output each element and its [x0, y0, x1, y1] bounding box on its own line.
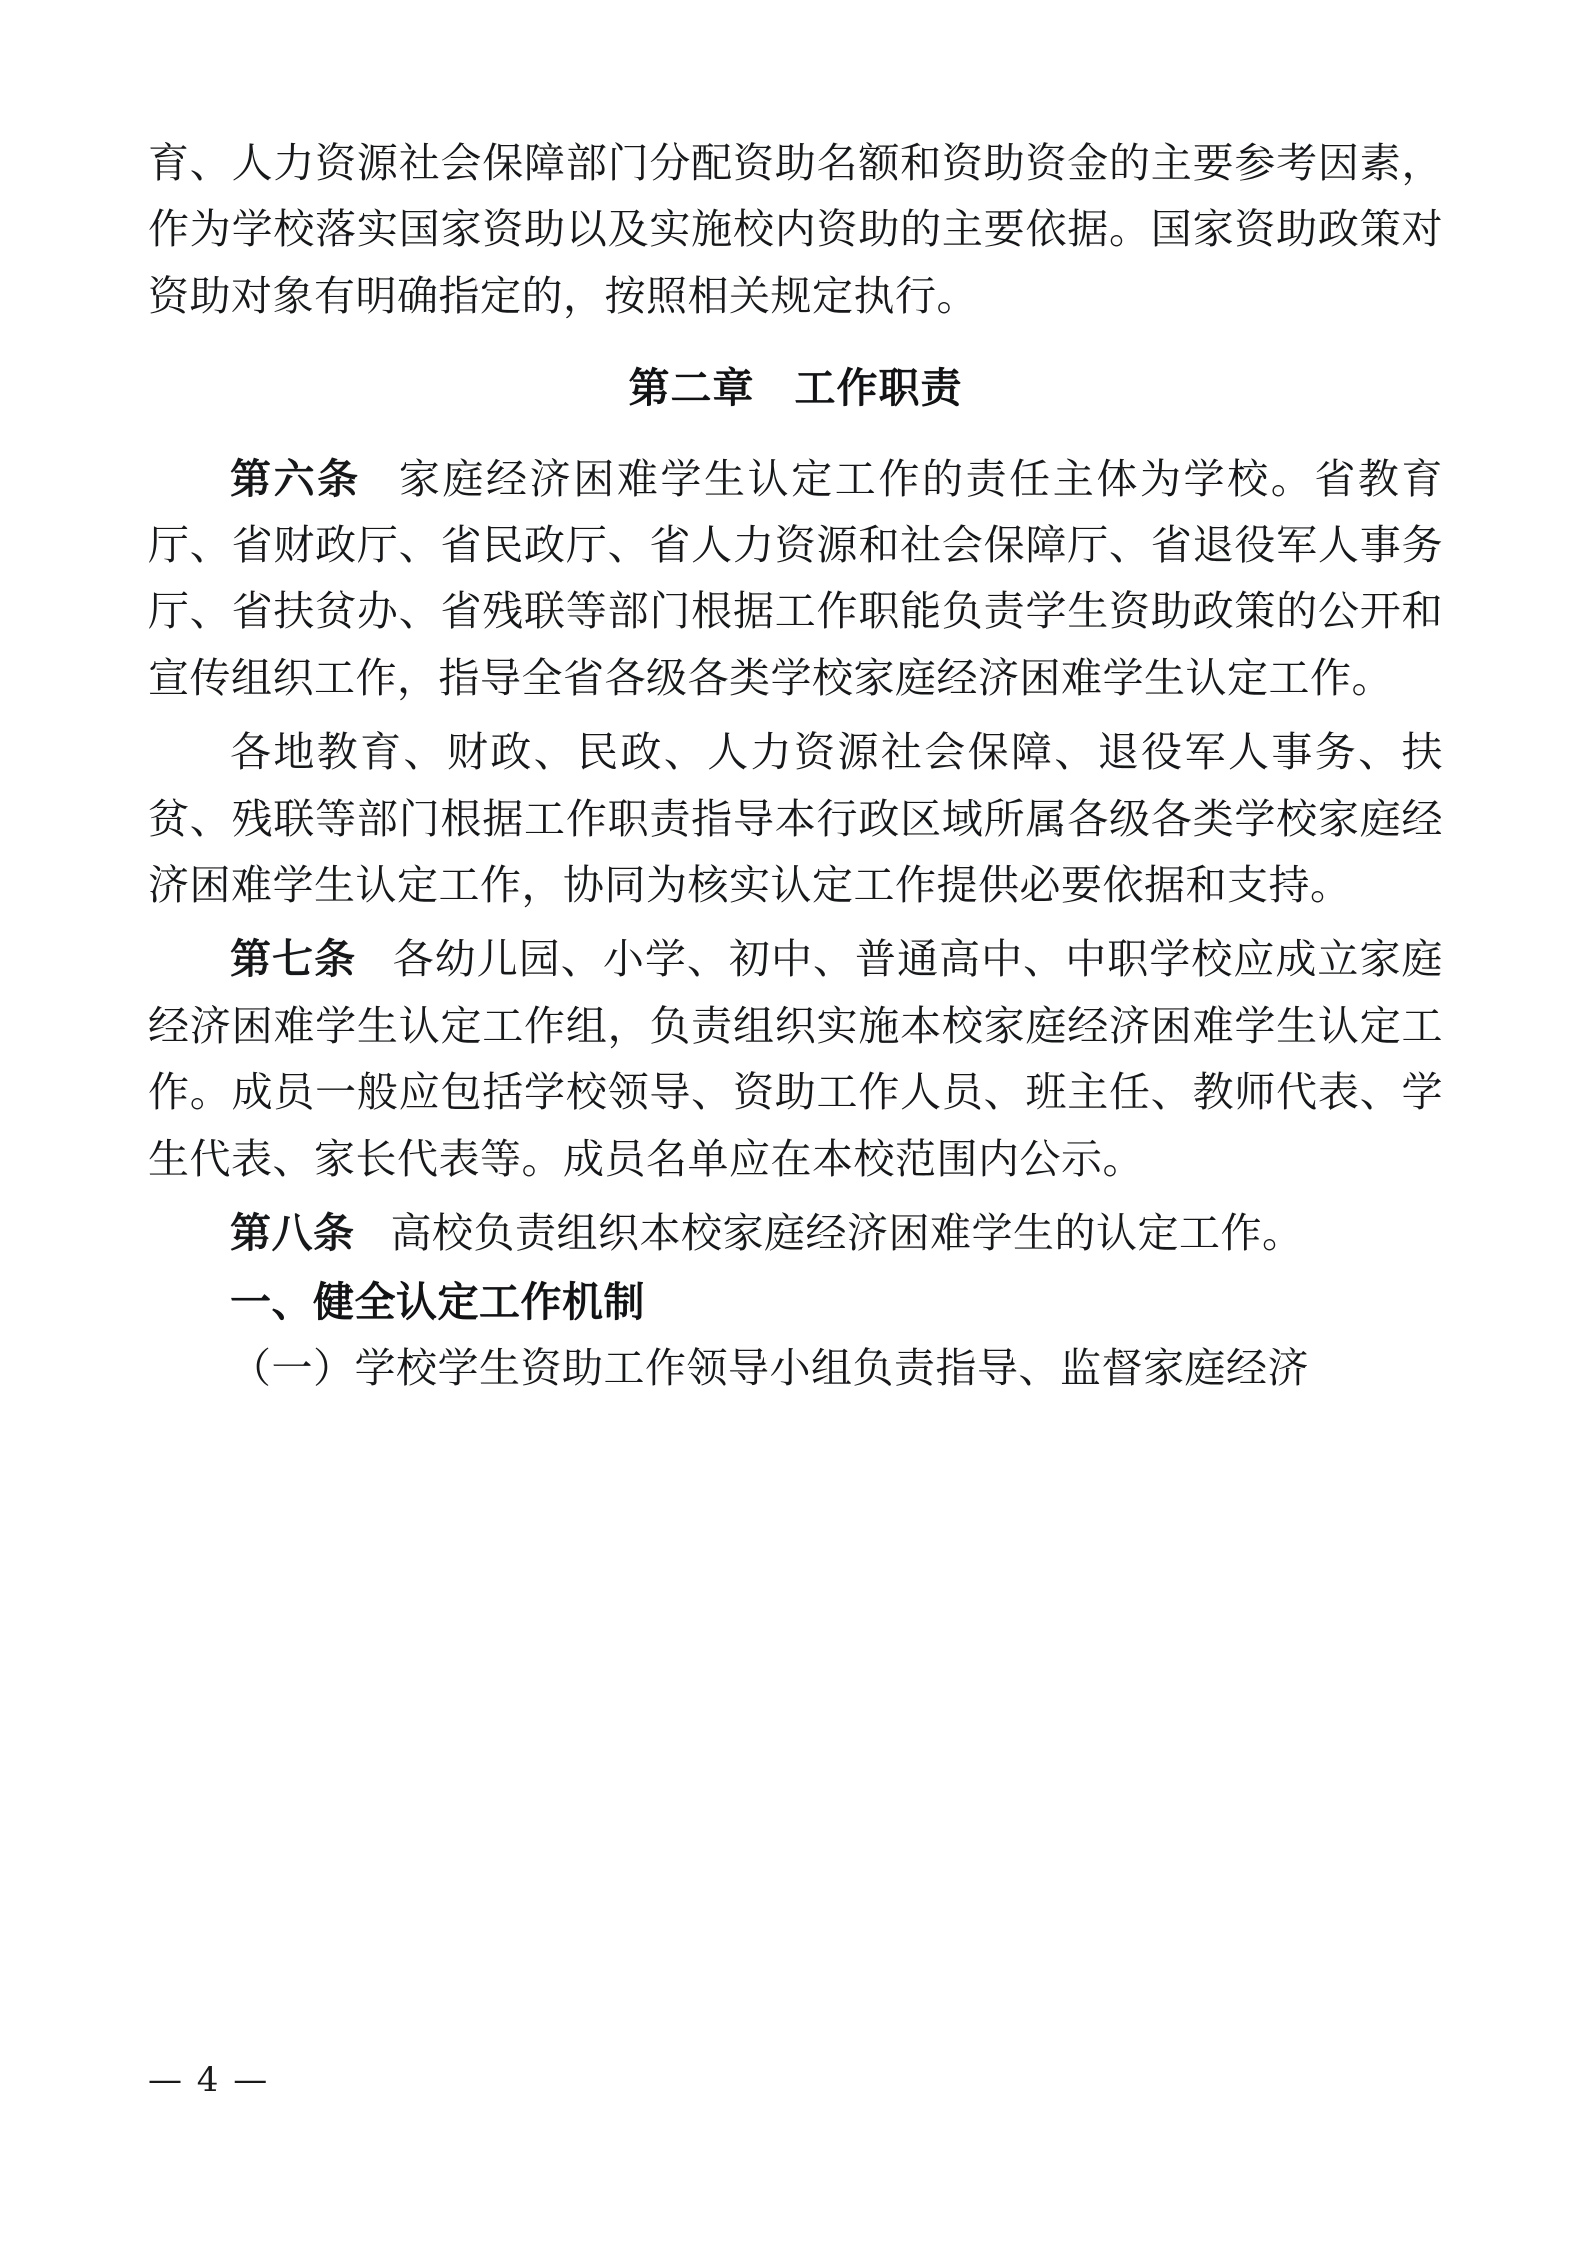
article-eight-body: 高校负责组织本校家庭经济困难学生的认定工作。 [390, 1209, 1304, 1258]
article-eight-label: 第八条 [230, 1209, 355, 1258]
article-seven-label: 第七条 [230, 935, 357, 984]
paragraph-continued: 育、人力资源社会保障部门分配资助名额和资助资金的主要参考因素，作为学校落实国家资助以及实施校内资助的主要依据。国家资助政策对资助对象有明确指定的，按照相关规定执行。 [148, 139, 1443, 320]
article-six-paragraph-two-body: 各地教育、财政、民政、人力资源社会保障、退役军人事务、扶贫、残联等部门根据工作职责指导本行政区域所属各级各类学校家庭经济困难学生认定工作，协同为核实认定工作提供必要依据和支持。 [148, 728, 1443, 910]
article-seven-body: 各幼儿园、小学、初中、普通高中、中职学校应成立家庭经济困难学生认定工作组，负责组织实施本校家庭经济困难学生认定工作。成员一般应包括学校领导、资助工作人员、班主任、教师代表、学生代表、家长代表等。成员名单应在本校范围内公示。 [148, 935, 1443, 1183]
article-eight [148, 1200, 1443, 1266]
trailing-paragraph: （一）学校学生资助工作领导小组负责指导、监督家庭经济 [230, 1343, 1309, 1392]
article-seven [148, 926, 1443, 1192]
chapter-heading [148, 355, 1443, 421]
chapter-number: 第二章 [628, 364, 755, 413]
article-six-label: 第六条 [230, 454, 361, 503]
subheading-one: 一、健全认定工作机制 [230, 1277, 645, 1326]
page-number: — 4 — [148, 2060, 270, 2100]
article-six [148, 446, 1443, 712]
article-six-body: 家庭经济困难学生认定工作的责任主体为学校。省教育厅、省财政厅、省民政厅、省人力资源和社会保障厅、省退役军人事务厅、省扶贫办、省残联等部门根据工作职能负责学生资助政策的公开和宣传组织工作，指导全省各级各类学校家庭经济困难学生认定工作。 [148, 454, 1444, 702]
article-six-paragraph-two [148, 719, 1443, 918]
chapter-title-text: 工作职责 [794, 364, 963, 413]
document-body [148, 130, 1443, 1403]
